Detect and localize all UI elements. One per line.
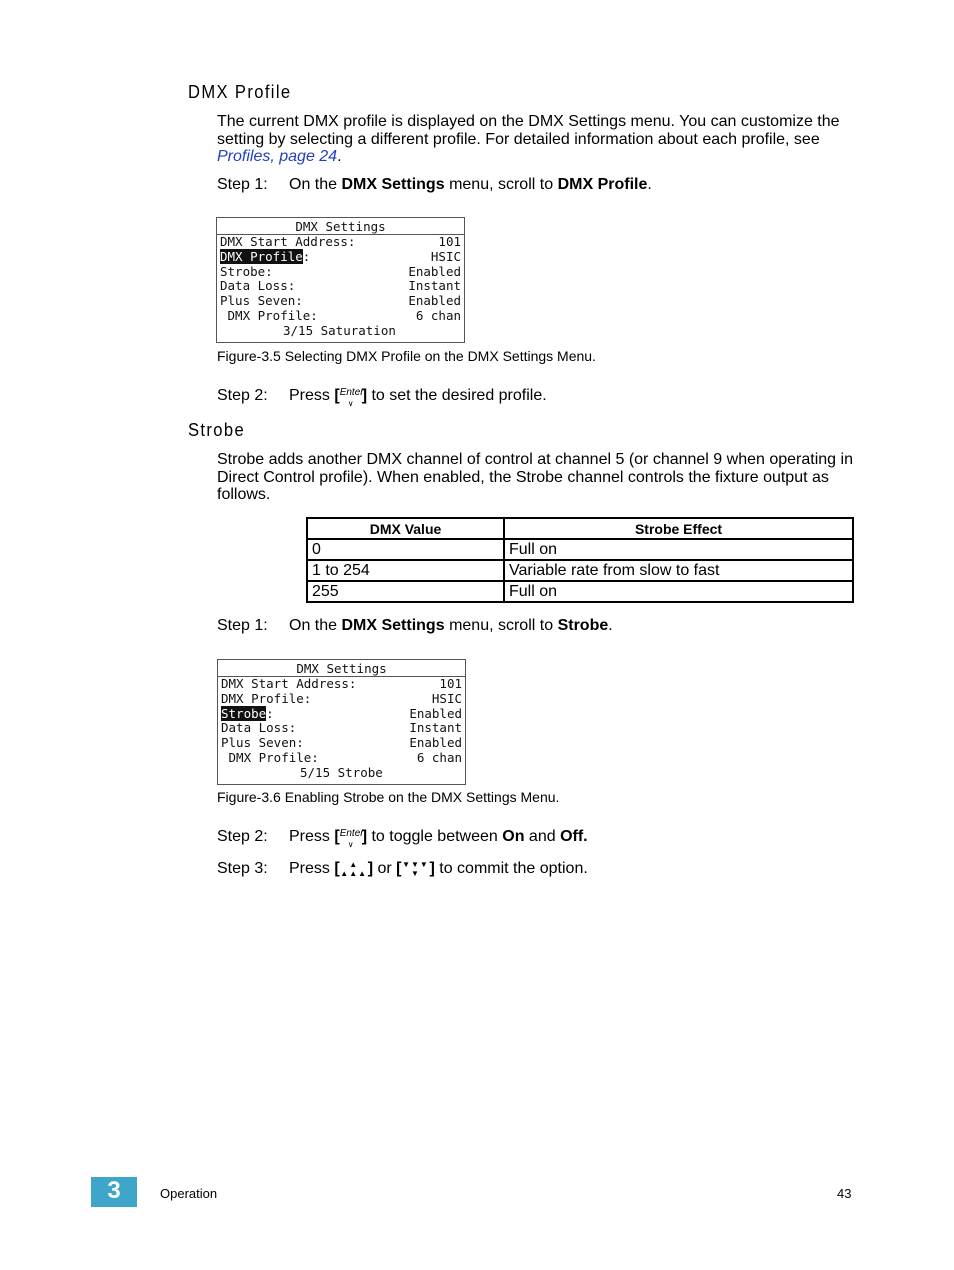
step-bold-menu: DMX Settings (341, 176, 445, 193)
lcd-value: Instant (409, 720, 462, 736)
lcd-option-footer: 5/15 Strobe (300, 764, 383, 780)
lcd-row-data-loss[interactable] (218, 721, 465, 736)
lcd-label: DMX Profile: (220, 307, 318, 323)
lcd-value: 101 (439, 676, 462, 691)
table-cell: Full on (504, 539, 853, 560)
lcd-title: DMX Settings (218, 660, 465, 677)
lcd-label: DMX Start Address: (221, 676, 357, 691)
lcd-value: Enabled (409, 735, 462, 751)
table-row (307, 560, 853, 581)
intro-period: . (337, 148, 342, 165)
step-bold-on: On (502, 828, 525, 845)
step-text: Press (289, 860, 330, 878)
step-label: Step 2: (217, 387, 268, 404)
table-cell: 0 (307, 539, 504, 560)
lcd-row-data-loss[interactable] (217, 279, 464, 294)
strobe-step-3: Step 3: Press [ ▲ ▲▲▲] or [▼▼▼ ▼ ] to commit the option. (217, 860, 588, 878)
strobe-step-2: Step 2: Press [Enter ∨ ] to toggle between On and Off. (217, 827, 588, 849)
step-text: Press (289, 828, 330, 845)
lcd-option-footer: 3/15 Saturation (283, 322, 396, 338)
lcd-value: Instant (408, 278, 461, 294)
table-header-strobe-effect: Strobe Effect (504, 518, 853, 539)
lcd-label: DMX Profile: (221, 749, 319, 765)
lcd-display-strobe (217, 659, 466, 785)
table-cell: Variable rate from slow to fast (504, 560, 853, 581)
enter-key-icon (339, 386, 364, 408)
table-cell: Full on (504, 581, 853, 602)
chapter-tab: 3 (91, 1177, 137, 1207)
lcd-row-profile-option[interactable] (217, 309, 464, 324)
section-heading-strobe: Strobe (188, 420, 246, 440)
step-text: to toggle between (371, 828, 498, 845)
lcd-label: DMX Start Address: (220, 234, 356, 249)
lcd-row-strobe-selected[interactable] (218, 707, 465, 722)
step-text: On the (289, 176, 338, 193)
table-cell: 1 to 254 (307, 560, 504, 581)
figure-caption-3-6: Figure-3.6 Enabling Strobe on the DMX Settings Menu. (217, 789, 560, 805)
lcd-display-dmx-profile (216, 217, 465, 343)
table-row (307, 581, 853, 602)
strobe-step-1 (217, 617, 613, 635)
enter-key-icon (339, 827, 364, 849)
step-label: Step 2: (217, 828, 268, 845)
dmx-profile-intro (217, 113, 857, 166)
lcd-title: DMX Settings (217, 218, 464, 235)
step-label: Step 1: (217, 176, 268, 193)
enter-key-label: Enter (339, 386, 364, 398)
strobe-value-table (306, 517, 854, 603)
lcd-label: Data Loss: (221, 720, 297, 736)
lcd-colon: : (302, 248, 311, 264)
lcd-row-dmx-profile-selected[interactable] (217, 250, 464, 265)
lcd-label-highlighted: Strobe (221, 705, 267, 721)
lcd-label: Strobe: (220, 263, 273, 279)
intro-text: The current DMX profile is displayed on the DMX Settings menu. You can customize the setting by selecting a different profile. For detailed information about each profile, see (217, 113, 840, 148)
lcd-row-start-address[interactable] (217, 235, 464, 250)
lcd-value: HSIC (430, 248, 461, 264)
step-text: . (647, 176, 652, 193)
strobe-intro: Strobe adds another DMX channel of control at channel 5 (or channel 9 when operating in Direct Control profile). When enabled, the Strobe channel controls the fixture output as follows. (217, 451, 853, 503)
lcd-colon: : (266, 705, 274, 721)
lcd-label: Data Loss: (220, 278, 296, 294)
lcd-row-plus-seven[interactable] (218, 736, 465, 751)
table-header-dmx-value: DMX Value (307, 518, 504, 539)
lcd-label: Plus Seven: (220, 293, 303, 309)
footer-page-number: 43 (837, 1186, 852, 1201)
table-cell: 255 (307, 581, 504, 602)
down-arrow-key-icon: ▼▼▼ ▼ (402, 860, 429, 878)
lcd-value: Enabled (408, 293, 461, 309)
step-label: Step 1: (217, 617, 268, 634)
profiles-link[interactable]: Profiles, page 24 (217, 148, 338, 165)
step-text: . (608, 617, 613, 634)
step-text: to commit the option. (439, 860, 588, 878)
footer-section-name: Operation (160, 1186, 218, 1201)
section-heading-dmx-profile: DMX Profile (188, 82, 292, 102)
lcd-value: HSIC (431, 690, 462, 706)
step-bold-menu: DMX Settings (341, 617, 445, 634)
step-text: menu, scroll to (449, 176, 554, 193)
lcd-value: 6 chan (416, 749, 462, 765)
step-bold-item: Strobe (557, 617, 609, 634)
step-bold-item: DMX Profile (557, 176, 648, 193)
dmx-profile-step-1 (217, 176, 652, 194)
chevron-down-icon: ∨ (347, 839, 354, 849)
lcd-label: Plus Seven: (221, 735, 304, 751)
table-header-row (307, 518, 853, 539)
lcd-row-plus-seven[interactable] (217, 294, 464, 309)
step-text: or (377, 860, 392, 878)
enter-key-label: Enter (339, 827, 364, 839)
up-arrow-key-icon: ▲ ▲▲▲ (340, 860, 368, 878)
lcd-row-profile-option[interactable] (218, 751, 465, 766)
figure-caption-3-5: Figure-3.5 Selecting DMX Profile on the DMX Settings Menu. (217, 348, 596, 364)
step-label: Step 3: (217, 860, 268, 878)
lcd-value: 101 (438, 234, 461, 249)
step-text: to set the desired profile. (371, 387, 547, 404)
lcd-label-highlighted: DMX Profile (220, 248, 303, 264)
lcd-value: Enabled (408, 263, 461, 279)
lcd-row-dmx-profile[interactable] (218, 692, 465, 707)
step-bold-off: Off. (560, 828, 588, 845)
step-text: menu, scroll to (449, 617, 554, 634)
chevron-down-icon: ∨ (347, 398, 354, 408)
lcd-row-start-address[interactable] (218, 677, 465, 692)
step-text: and (528, 828, 556, 845)
lcd-label: DMX Profile: (221, 690, 312, 706)
lcd-value: Enabled (409, 705, 462, 721)
lcd-value: 6 chan (415, 307, 461, 323)
step-text: Press (289, 387, 330, 404)
table-row (307, 539, 853, 560)
dmx-profile-step-2: Step 2: Press [Enter ∨ ] to set the desired profile. (217, 386, 547, 408)
lcd-row-strobe[interactable] (217, 265, 464, 280)
step-text: On the (289, 617, 338, 634)
